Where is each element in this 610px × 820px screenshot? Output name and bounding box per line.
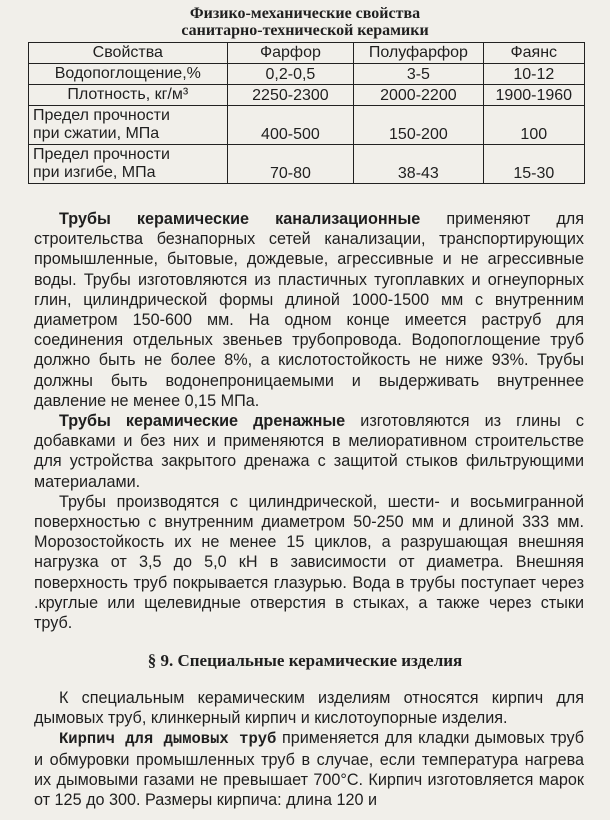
row-label-line-2: при изгибе, МПа — [33, 164, 156, 181]
term-sewer-pipes: Трубы керамические канализационные — [59, 210, 421, 228]
paragraph-text: применяется для кладки дымовых труб и обмуровки промышленных труб в случае, если температура нагрева их дымовыми газами не превышает 700°С. Кирпич изготовляется марок от 125 до 300. Размеры кирпича: длина 120 и — [34, 729, 585, 810]
cell-value: 150-200 — [354, 106, 483, 145]
cell-value: 400-500 — [227, 106, 354, 145]
table-title-line-2: санитарно-технической керамики — [181, 22, 429, 39]
cell-value: 2000-2200 — [354, 85, 483, 106]
paragraph-drainage-pipes — [34, 411, 584, 492]
row-label-line-2: при сжатии, МПа — [33, 125, 160, 142]
cell-value: 70-80 — [227, 145, 354, 184]
row-label — [29, 106, 228, 145]
paragraph-pipe-production: Трубы производятся с цилиндрической, шести- и восьмигранной поверхностью с внутренним диаметром 50-250 мм и длиной 333 мм. Морозостойкость их не менее 15 циклов, а разрушающая внешняя нагрузка от 3,5 до 5,0 кН в зависимости от диаметра. Внешняя поверхность труб покрывается глазурью. Вода в трубы поступает через .круглые или щелевидные отверстия в стыках, а также через стыки труб. — [34, 492, 584, 633]
cell-value: 38-43 — [354, 145, 483, 184]
cell-value: 15-30 — [483, 145, 584, 184]
paragraph-special-products: К специальным керамическим изделиям относятся кирпич для дымовых труб, клинкерный кирпич и кислотоупорные изделия. — [34, 689, 584, 728]
row-label: Плотность, кг/м³ — [29, 85, 228, 106]
cell-value: 0,2-0,5 — [227, 64, 354, 85]
table-row — [29, 145, 585, 184]
table-row — [29, 64, 585, 85]
term-chimney-brick: Кирпич для дымовых труб — [59, 730, 277, 749]
paragraph-chimney-brick — [34, 728, 584, 810]
header-semi-porcelain: Полуфарфор — [354, 43, 483, 64]
row-label-line-1: Предел прочности — [33, 107, 170, 124]
cell-value: 1900-1960 — [483, 85, 584, 106]
paragraph-text: применяют для строительства безнапорных сетей канализации, транспортирующих промышленные, бытовые, дождевые, агрессивные и не агрессивные воды. Трубы изготовляются из пластичных тугоплавких и огнеупорных глин, цилиндрической формы длиной 1000-1500 мм с внутренним диаметром 150-600 мм. На одном конце имеется раструб для соединения отдельных звеньев трубопровода. Водопоглощение труб должно быть не более 8%, а кислотостойкость не ниже 93%. Трубы должны быть водонепроницаемыми и выдерживать внутреннее давление не менее 0,15 МПа. — [34, 210, 584, 410]
row-label-line-1: Предел прочности — [33, 146, 170, 163]
cell-value: 10-12 — [483, 64, 584, 85]
table-title-line-1: Физико-механические свойства — [189, 5, 421, 22]
header-faience: Фаянс — [483, 43, 584, 64]
paragraph-sewer-pipes — [34, 209, 584, 411]
row-label — [29, 145, 228, 184]
term-drainage-pipes: Трубы керамические дренажные — [59, 412, 346, 431]
cell-value: 3-5 — [354, 64, 483, 85]
table-header-row — [29, 43, 585, 64]
table-row — [29, 85, 585, 106]
body-text-block-1 — [34, 209, 584, 633]
table-row — [29, 106, 585, 145]
paragraph-text: изготовляются из глины с добавками и без них и применяются в мелиоративном строительстве для устройства закрытого дренажа с защитой стыков фильтрующими материалами. — [34, 412, 584, 491]
properties-table — [28, 42, 585, 184]
header-properties: Свойства — [29, 43, 228, 64]
header-porcelain: Фарфор — [227, 43, 354, 64]
cell-value: 100 — [483, 106, 584, 145]
cell-value: 2250-2300 — [227, 85, 354, 106]
section-heading: § 9. Специальные керамические изделия — [147, 651, 463, 670]
row-label: Водопоглощение,% — [29, 64, 228, 85]
body-text-block-2 — [34, 688, 584, 810]
